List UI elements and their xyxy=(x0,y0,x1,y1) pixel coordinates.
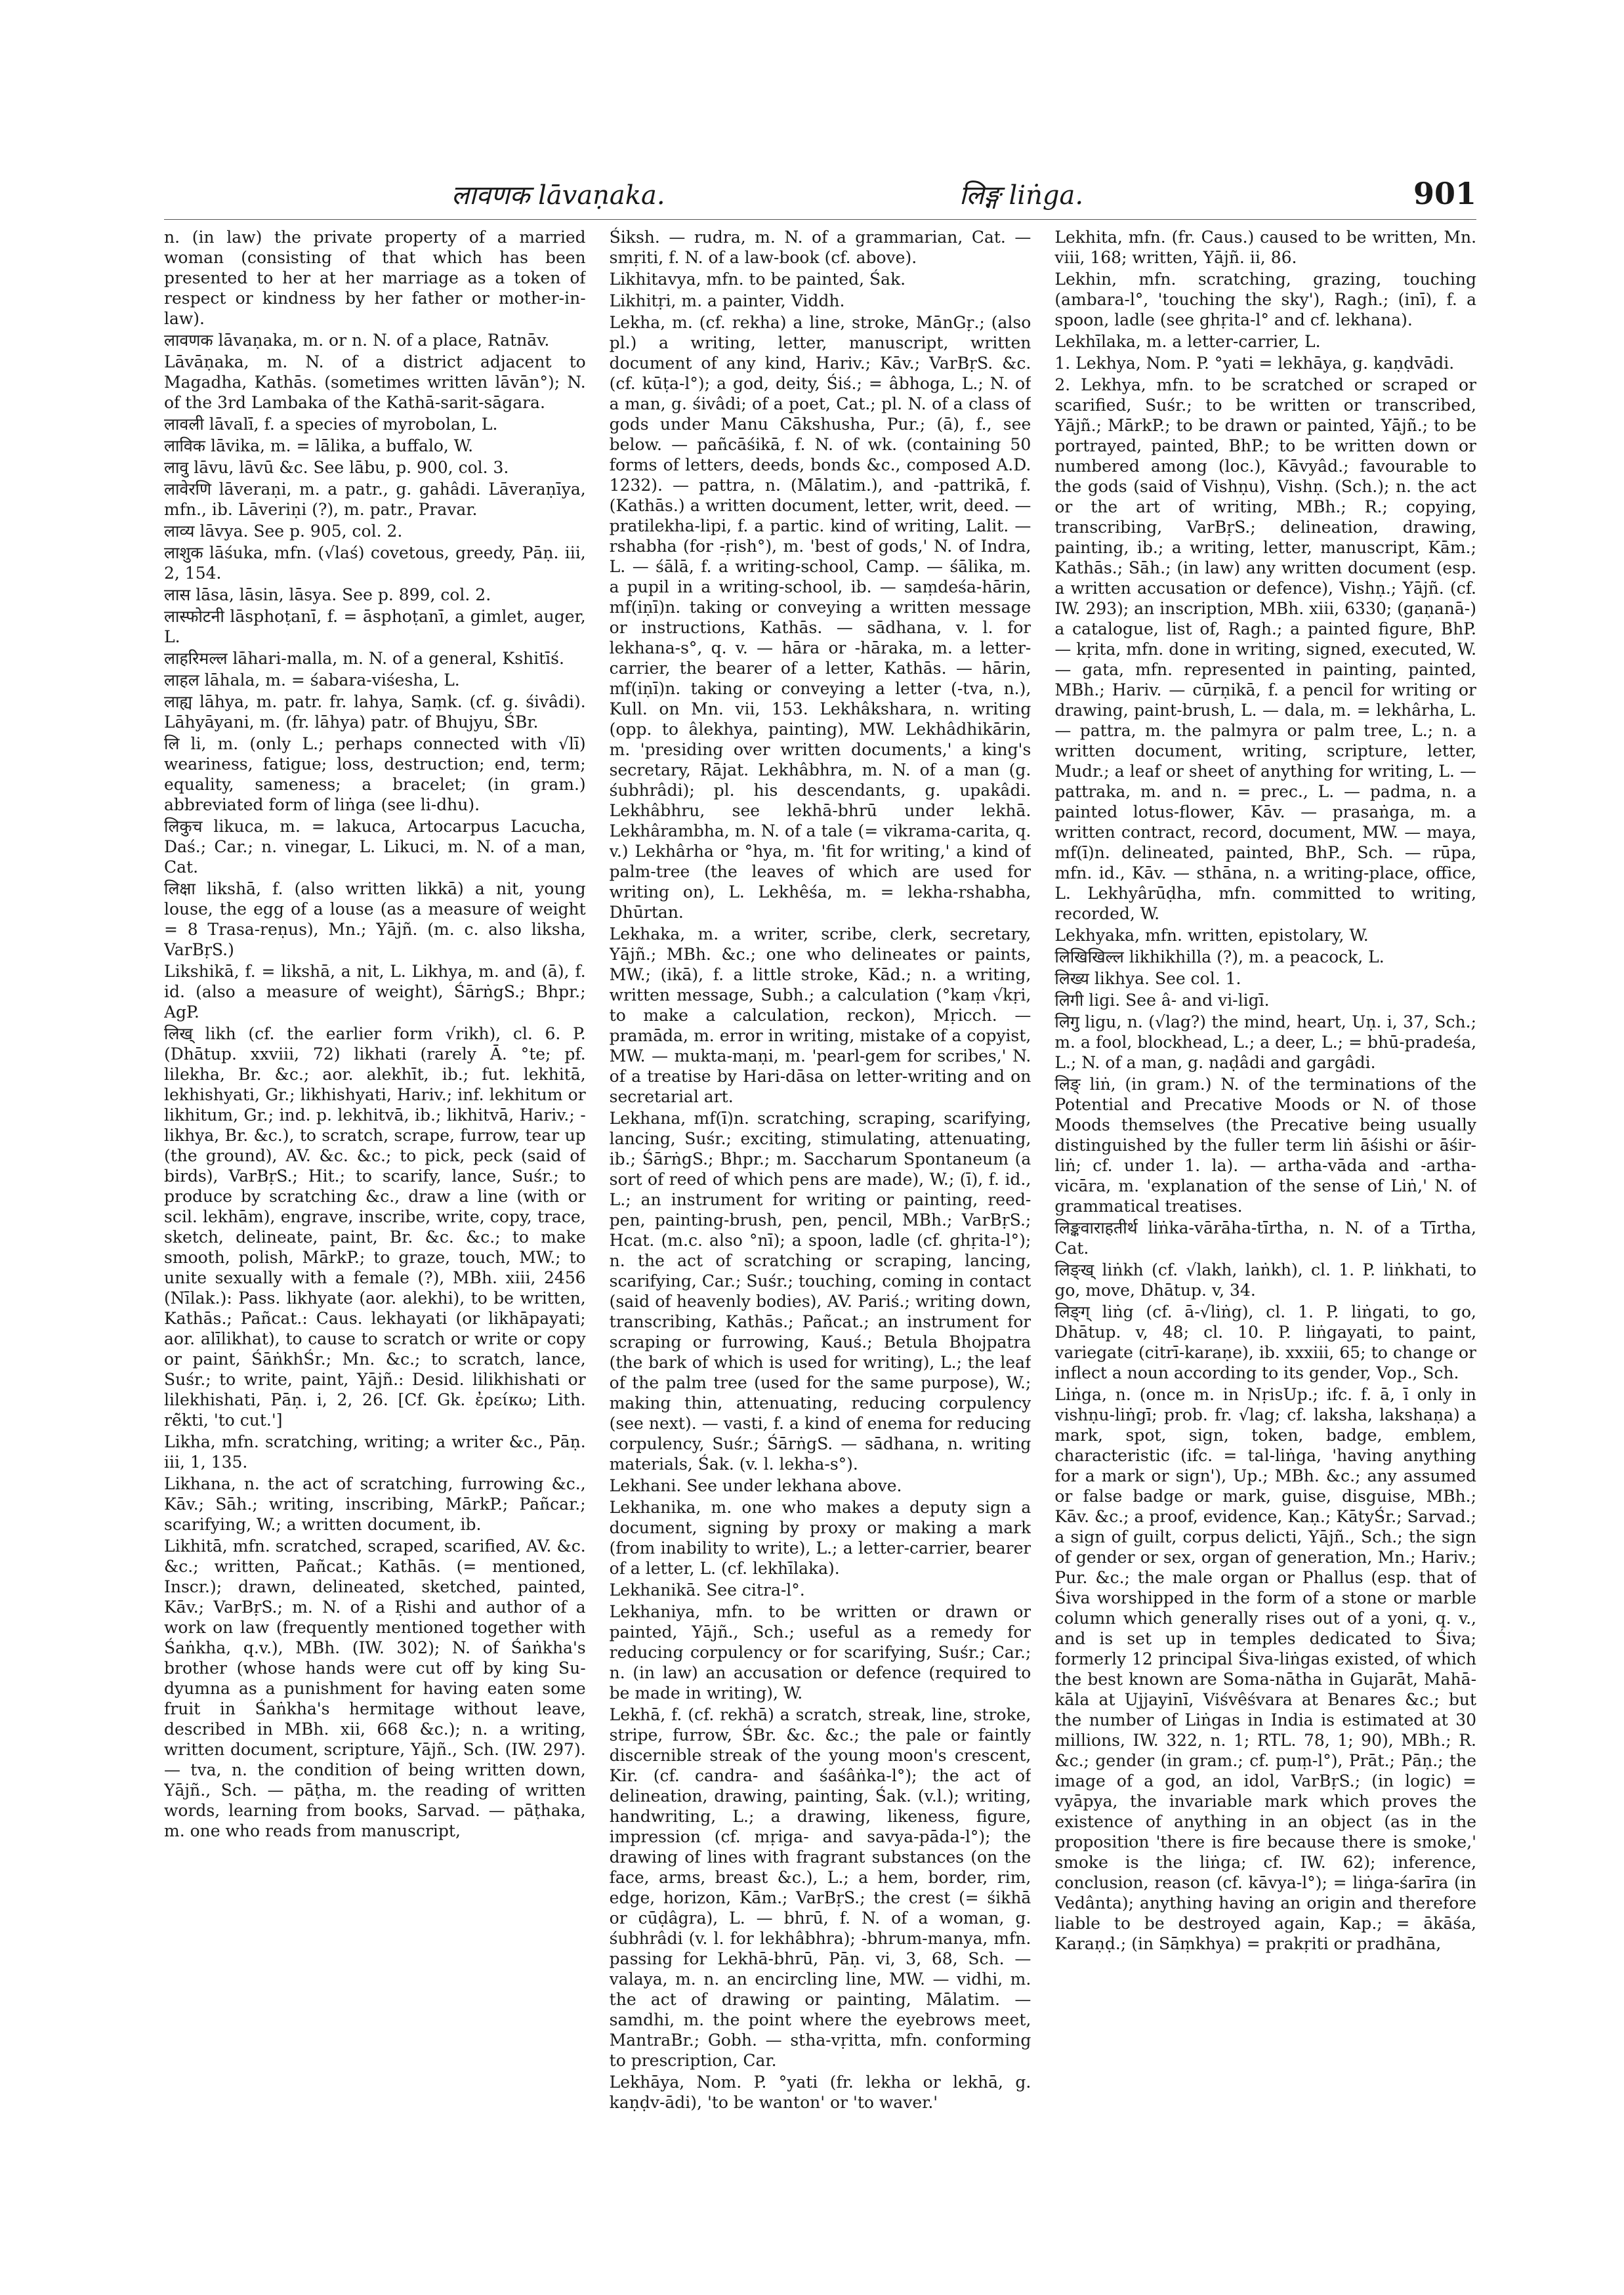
dictionary-entry: 2. Lekhya, mfn. to be scratched or scraped or scarified, Suśr.; to be written or transcribed, Yājñ.; MārkP.; to be drawn or painted, Yājñ.; to be portrayed, painted, BhP.; to be written down or numbered among (loc.), Kāvyâd.; favourable to the gods (said of Vishṇu), Vishṇ. (Sch.); n. the act or the art of writing, MBh.; R.; copying, transcribing, VarBṛS.; delineation, drawing, painting, ib.; a writing, letter, manuscript, Kām.; Kathās.; Sāh.; (in law) any written document (esp. a written accusation or defence), Vishṇ.; Yājñ. (cf. IW. 293); an inscription, MBh. xiii, 6330; (gaṇanā-) a catalogue, list of, Ragh.; a painted figure, BhP. — kṛita, mfn. done in writing, signed, executed, W. — gata, mfn. represented in painting, painted, MBh.; Hariv. — cūrṇikā, f. a pencil for writing or drawing, paint-brush, L. — dala, m. = lekhârha, L. — pattra, m. the palmyra or palm tree, L.; n. a written document, writing, scripture, letter, Mudr.; a leaf or sheet of anything for writing, L. — pattraka, m. and n. = prec., L. — padma, n. a painted lotus-flower, Kāv. — prasaṅga, m. a written contract, record, document, MW. — maya, mf(ī)n. delineated, painted, BhP., Sch. — rūpa, mfn. id., Kāv. — sthāna, n. a writing-place, office, L. Lekhyârūḍha, mfn. committed to writing, recorded, W. xyxy=(1054,375,1477,923)
dictionary-entry: लाविक lāvika, m. = lālika, a buffalo, W. xyxy=(164,436,474,455)
dictionary-entry: लाह्य lāhya, m. patr. fr. lahya, Saṃk. (cf. g. śivâdi). Lāhyāyani, m. (fr. lāhya) patr. of Bhujyu, ŚBr. xyxy=(164,692,586,732)
dictionary-entry: लिङ्ख् liṅkh (cf. √lakh, laṅkh), cl. 1. P. liṅkhati, to go, move, Dhātup. v, 34. xyxy=(1054,1260,1477,1300)
dictionary-entry: Liṅga, n. (once m. in NṛisUp.; ifc. f. ā, ī only in vishṇu-liṅgī; prob. fr. √lag; cf. laksha, lakshaṇa) a mark, spot, sign, token, badge, emblem, characteristic (ifc. = tal-liṅga, 'having anything for a mark or sign'), Up.; MBh. &c.; any assumed or false badge or mark, guise, disguise, MBh.; Kāv. &c.; a proof, evidence, Kaṇ.; KātyŚr.; Sarvad.; a sign of guilt, corpus delicti, Yājñ., Sch.; the sign of gender or sex, organ of generation, Mn.; Hariv.; Pur. &c.; the male organ or Phallus (esp. that of Śiva worshipped in the form of a stone or marble column which generally rises out of a yoni, q. v., and is set up in temples dedicated to Śiva; formerly 12 principal Śiva-liṅgas existed, of which the best known are Soma-nātha in Gujarāt, Mahā-kāla at Ujjayinī, Viśvêśvara at Benares &c.; but the number of Liṅgas in India is estimated at 30 millions, IW. 322, n. 1; RTL. 78, 1; 90), MBh.; R. &c.; gender (in gram.; cf. puṃ-l°), Prāt.; Pāṇ.; the image of a god, an idol, VarBṛS.; (in logic) = vyāpya, the invariable mark which proves the existence of anything in an object (as in the proposition 'there is fire because there is smoke,' smoke is the liṅga; cf. IW. 62); inference, conclusion, reason (cf. kāvya-l°); = liṅga-śarīra (in Vedânta); anything having an origin and therefore liable to be destroyed again, Kap.; = ākāśa, Karaṇḍ.; (in Sāṃkhya) = prakṛiti or pradhāna, xyxy=(1054,1385,1477,1953)
column-3 xyxy=(1054,227,1476,2261)
dictionary-entry: Śiksh. — rudra, m. N. of a grammarian, Cat. — smṛiti, f. N. of a law-book (cf. above). xyxy=(609,228,1031,267)
dictionary-entry: लिङ् liṅ, (in gram.) N. of the terminations of the Potential and Precative Moods or N. of those Moods themselves (the Precative being usually distinguished by the fuller term liṅ āśishi or āśir-liṅ; cf. under 1. la). — artha-vāda and -artha-vicāra, m. 'explanation of the sense of Liṅ,' N. of grammatical treatises. xyxy=(1054,1075,1477,1216)
dictionary-entry: Likhitavya, mfn. to be painted, Śak. xyxy=(609,270,906,289)
column-2 xyxy=(610,227,1031,2261)
dictionary-entry: लिगी ligi. See â- and vi-ligī. xyxy=(1054,991,1270,1010)
dictionary-entry: Likhitā, mfn. scratched, scraped, scarified, AV. &c. &c.; written, Pañcat.; Kathās. (= mentioned, Inscr.); drawn, delineated, sketched, painted, Kāv.; VarBṛS.; m. N. of a Ṛishi and author of a work on law (frequently mentioned together with Śaṅkha, q.v.), MBh. (IW. 302); N. of Śaṅkha's brother (whose hands were cut off by king Su-dyumna as a punishment for having eaten some fruit in Śaṅkha's hermitage without leave, described in MBh. xii, 668 &c.); n. a writing, written document, scripture, Yājñ., Sch. (IW. 297). — tva, n. the condition of being written down, Yājñ., Sch. — pāṭha, m. the reading of written words, learning from books, Sarvad. — pāṭhaka, m. one who reads from manuscript, xyxy=(164,1537,586,1840)
dictionary-entry: लिख्य likhya. See col. 1. xyxy=(1054,969,1241,988)
right-running-head: लिङ्ग liṅga. xyxy=(959,180,1084,211)
dictionary-entry: लिक्षा likshā, f. (also written likkā) a nit, young louse, the egg of a louse (as a measure of weight = 8 Trasa-reṇus), Mn.; Yājñ. (m. c. also liksha, VarBṛS.) xyxy=(164,879,586,959)
dictionary-entry: Lekhyaka, mfn. written, epistolary, W. xyxy=(1054,926,1369,945)
dictionary-entry: Lekhani. See under lekhana above. xyxy=(609,1476,902,1495)
dictionary-entry: लावु lāvu, lāvū &c. See lābu, p. 900, col. 3. xyxy=(164,458,509,477)
dictionary-entry: लिकुच likuca, m. = lakuca, Artocarpus Lacucha, Daś.; Car.; n. vinegar, L. Likuci, m. N. of a man, Cat. xyxy=(164,817,586,877)
dictionary-entry: Likshikā, f. = likshā, a nit, L. Likhya, m. and (ā), f. id. (also a measure of weight), ŚārṅgS.; Bhpr.; AgP. xyxy=(164,962,586,1022)
dictionary-entry: Lekhanika, m. one who makes a deputy sign a document, signing by proxy or making a mark (from inability to write), L.; a letter-carrier, bearer of a letter, L. (cf. lekhīlaka). xyxy=(609,1498,1031,1578)
dictionary-entry: Lāvāṇaka, m. N. of a district adjacent to Magadha, Kathās. (sometimes written lāvān°); N. of the 3rd Lambaka of the Kathā-sarit-sāgara. xyxy=(164,352,586,412)
header-rule xyxy=(164,219,1476,220)
dictionary-entry: लाहरिमल्ल lāhari-malla, m. N. of a general, Kshitīś. xyxy=(164,649,564,668)
dictionary-entry: Likhitṛi, m. a painter, Viddh. xyxy=(609,291,845,310)
dictionary-entry: Lekhin, mfn. scratching, grazing, touching (ambara-l°, 'touching the sky'), Ragh.; (inī), f. a spoon, ladle (see ghṛita-l° and cf. lekhana). xyxy=(1054,270,1477,329)
dictionary-entry: Lekhanikā. See citra-l°. xyxy=(609,1581,805,1600)
dictionary-entry: लिङ्ग् liṅg (cf. ā-√liṅg), cl. 1. P. liṅgati, to go, Dhātup. v, 48; cl. 10. P. liṅgayati, to paint, variegate (citrī-karaṇe), ib. xxxiii, 65; to change or inflect a noun according to its gender, Vop., Sch. xyxy=(1054,1302,1477,1382)
dictionary-entry: लिखिखिल्ल likhikhilla (?), m. a peacock, L. xyxy=(1054,947,1385,966)
dictionary-entry: Lekhā, f. (cf. rekhā) a scratch, streak, line, stroke, stripe, furrow, ŚBr. &c. &c.; the pale or faintly discernible streak of the young moon's crescent, Kir. (cf. candra- and śaśâṅka-l°); the act of delineation, drawing, painting, Śak. (v.l.); writing, handwriting, L.; a drawing, likeness, figure, impression (cf. mṛiga- and savya-pāda-l°); the drawing of lines with fragrant substances (on the face, arms, breast &c.), L.; a hem, border, rim, edge, horizon, Kām.; VarBṛS.; the crest (= śikhā or cūḍâgra), L. — bhrū, f. N. of a woman, g. śubhrâdi (v. l. for lekhâbhra); -bhrum-manya, mfn. passing for Lekhā-bhrū, Pāṇ. vi, 3, 68, Sch. — valaya, m. n. an encircling line, MW. — vidhi, m. the act of drawing or painting, Mālatim. — samdhi, m. the point where the eyebrows meet, MantraBr.; Gobh. — stha-vṛitta, mfn. conforming to prescription, Car. xyxy=(609,1705,1031,2070)
dictionary-entry: Lekhaka, m. a writer, scribe, clerk, secretary, Yājñ.; MBh. &c.; one who delineates or paints, MW.; (ikā), f. a little stroke, Kād.; n. a writing, written message, Subh.; a calculation (°kaṃ √kṛi, to make a calculation, reckon), Mṛicch. — pramāda, m. error in writing, mistake of a copyist, MW. — mukta-maṇi, m. 'pearl-gem for scribes,' N. of a treatise by Hari-dāsa on letter-writing and on secretarial art. xyxy=(609,924,1031,1106)
dictionary-entry: लाव्य lāvya. See p. 905, col. 2. xyxy=(164,522,403,541)
text-columns xyxy=(164,227,1476,2261)
dictionary-entry: Lekhita, mfn. (fr. Caus.) caused to be written, Mn. viii, 168; written, Yājñ. ii, 86. xyxy=(1054,228,1477,267)
dictionary-entry: Lekhāya, Nom. P. °yati (fr. lekha or lekhā, g. kaṇḍv-ādi), 'to be wanton' or 'to waver.' xyxy=(609,2073,1031,2112)
dictionary-entry: लिख् likh (cf. the earlier form √rikh), cl. 6. P. (Dhātup. xxviii, 72) likhati (rarely Ā. °te; pf. lilekha, Br. &c.; aor. alekhīt, ib.; fut. lekhitā, lekhishyati, Gr.; likhishyati, Hariv.; inf. lekhitum or likhitum, Gr.; ind. p. lekhitvā, ib.; likhitvā, Hariv.; -likhya, Br. &c.), to scratch, scrape, furrow, tear up (the ground), AV. &c. &c.; to pick, peck (said of birds), VarBṛS.; Hit.; to scarify, lance, Suśr.; to produce by scratching &c., draw a line (with or scil. lekhām), engrave, inscribe, write, copy, trace, sketch, delineate, paint, Br. &c. &c.; to make smooth, polish, MārkP.; to graze, touch, MW.; to unite sexually with a female (?), MBh. xiii, 2456 (Nīlak.): Pass. likhyate (aor. alekhi), to be written, Kathās.; Pañcat.: Caus. lekhayati (or likhāpayati; aor. alīlikhat), to cause to scratch or write or copy or paint, ŚāṅkhŚr.; Mn. &c.; to scratch, lance, Suśr.; to write, paint, Yājñ.: Desid. lilikhishati or lilekhishati, Pāṇ. i, 2, 26. [Cf. Gk. ἐρείκω; Lith. rė̃kti, 'to cut.'] xyxy=(164,1024,586,1430)
left-running-head: लावणक lāvaṇaka. xyxy=(451,180,665,211)
dictionary-entry: लिगु ligu, n. (√lag?) the mind, heart, Uṇ. i, 37, Sch.; m. a fool, blockhead, L.; a deer, L.; = bhū-pradeśa, L.; N. of a man, g. naḍâdi and gargâdi. xyxy=(1054,1012,1477,1072)
dictionary-entry: लावेरणि lāveraṇi, m. a patr., g. gahâdi. Lāveraṇīya, mfn., ib. Lāveriṇi (?), m. patr., Pravar. xyxy=(164,480,586,519)
dictionary-entry: लिङ्कवाराहतीर्थ liṅka-vārāha-tīrtha, n. N. of a Tīrtha, Cat. xyxy=(1054,1218,1477,1258)
column-1 xyxy=(164,227,586,2261)
dictionary-entry: लास्फोटनी lāsphoṭanī, f. = āsphoṭanī, a gimlet, auger, L. xyxy=(164,607,586,646)
page-header xyxy=(164,176,1476,215)
dictionary-entry: Lekhaniya, mfn. to be written or drawn or painted, Yājñ., Sch.; useful as a remedy for reducing corpulency or for scarifying, Suśr.; Car.; n. (in law) an accusation or defence (required to be made in writing), W. xyxy=(609,1602,1031,1703)
dictionary-entry: Likha, mfn. scratching, writing; a writer &c., Pāṇ. iii, 1, 135. xyxy=(164,1432,586,1472)
dictionary-entry: 1. Lekhya, Nom. P. °yati = lekhāya, g. kaṇḍvādi. xyxy=(1054,354,1455,373)
dictionary-entry: लाहल lāhala, m. = śabara-viśesha, L. xyxy=(164,671,460,690)
dictionary-entry: Lekhana, mf(ī)n. scratching, scraping, scarifying, lancing, Suśr.; exciting, stimulating, attenuating, ib.; ŚārṅgS.; Bhpr.; m. Saccharum Spontaneum (a sort of reed of which pens are made), W.; (ī), f. id., L.; an instrument for writing or painting, reed-pen, painting-brush, pen, pencil, MBh.; VarBṛS.; Hcat. (m.c. also °nī); a spoon, ladle (cf. ghṛita-l°); n. the act of scratching or scraping, lancing, scarifying, Car.; Suśr.; touching, coming in contact (said of heavenly bodies), AV. Pariś.; writing down, transcribing, Kathās.; Pañcat.; an instrument for scraping or furrowing, Kauś.; Betula Bhojpatra (the bark of which is used for writing), L.; the leaf of the palm tree (used for the same purpose), W.; making thin, attenuating, reducing corpulency (see next). — vasti, f. a kind of enema for reducing corpulency, Suśr.; ŚārṅgS. — sādhana, n. writing materials, Śak. (v. l. lekha-s°). xyxy=(609,1109,1031,1474)
dictionary-entry: लास lāsa, lāsin, lāsya. See p. 899, col. 2. xyxy=(164,585,491,604)
dictionary-entry: लावली lāvalī, f. a species of myrobolan, L. xyxy=(164,415,498,434)
dictionary-entry: लाशुक lāśuka, mfn. (√laś) covetous, greedy, Pāṇ. iii, 2, 154. xyxy=(164,543,586,583)
dictionary-entry: Lekha, m. (cf. rekha) a line, stroke, MānGṛ.; (also pl.) a writing, letter, manuscript, written document of any kind, Hariv.; Kāv.; VarBṛS. &c. (cf. kūṭa-l°); a god, deity, Śiś.; = âbhoga, L.; N. of a man, g. śivâdi; of a poet, Cat.; pl. N. of a class of gods under Manu Cākshusha, Pur.; (ā), f., see below. — pañcāśikā, f. N. of wk. (containing 50 forms of letters, deeds, bonds &c., composed A.D. 1232). — pattra, n. (Mālatim.), and -pattrikā, f. (Kathās.) a written document, letter, writ, deed. — pratilekha-lipi, f. a partic. kind of writing, Lalit. — rshabha (for -ṛish°), m. 'best of gods,' N. of Indra, L. — śālā, f. a writing-school, Camp. — śālika, m. a pupil in a writing-school, ib. — saṃdeśa-hārin, mf(iṇī)n. taking or conveying a written message or instructions, Kathās. — sādhana, v. l. for lekhana-s°, q. v. — hāra or -hāraka, m. a letter-carrier, the bearer of a letter, Kathās. — hārin, mf(iṇī)n. taking or conveying a letter (-tva, n.), Kull. on Mn. vii, 153. Lekhâkshara, n. writing (opp. to âlekhya, painting), MW. Lekhâdhikārin, m. 'presiding over written documents,' a king's secretary, Rājat. Lekhâbhra, m. N. of a man (g. śubhrâdi); pl. his descendants, g. upakâdi. Lekhâbhru, see lekhā-bhrū under lekhā. Lekhârambha, m. N. of a tale (= vikrama-carita, q. v.) Lekhârha or °hya, m. 'fit for writing,' a kind of palm-tree (the leaves of which are used for writing on), L. Lekhêśa, m. = lekha-rshabha, Dhūrtan. xyxy=(609,313,1031,922)
dictionary-entry: लावणक lāvaṇaka, m. or n. N. of a place, Ratnāv. xyxy=(164,331,550,350)
dictionary-entry: Likhana, n. the act of scratching, furrowing &c., Kāv.; Sāh.; writing, inscribing, MārkP.; Pañcar.; scarifying, W.; a written document, ib. xyxy=(164,1474,586,1534)
page-number: 901 xyxy=(1413,176,1476,211)
dictionary-entry: n. (in law) the private property of a married woman (consisting of that which has been presented to her at her marriage as a token of respect or kindness by her father or mother-in-law). xyxy=(164,228,586,328)
dictionary-entry: लि li, m. (only L.; perhaps connected with √lī) weariness, fatigue; loss, destruction; end, term; equality, sameness; a bracelet; (in gram.) abbreviated form of liṅga (see li-dhu). xyxy=(164,734,586,814)
dictionary-entry: Lekhīlaka, m. a letter-carrier, L. xyxy=(1054,332,1321,351)
